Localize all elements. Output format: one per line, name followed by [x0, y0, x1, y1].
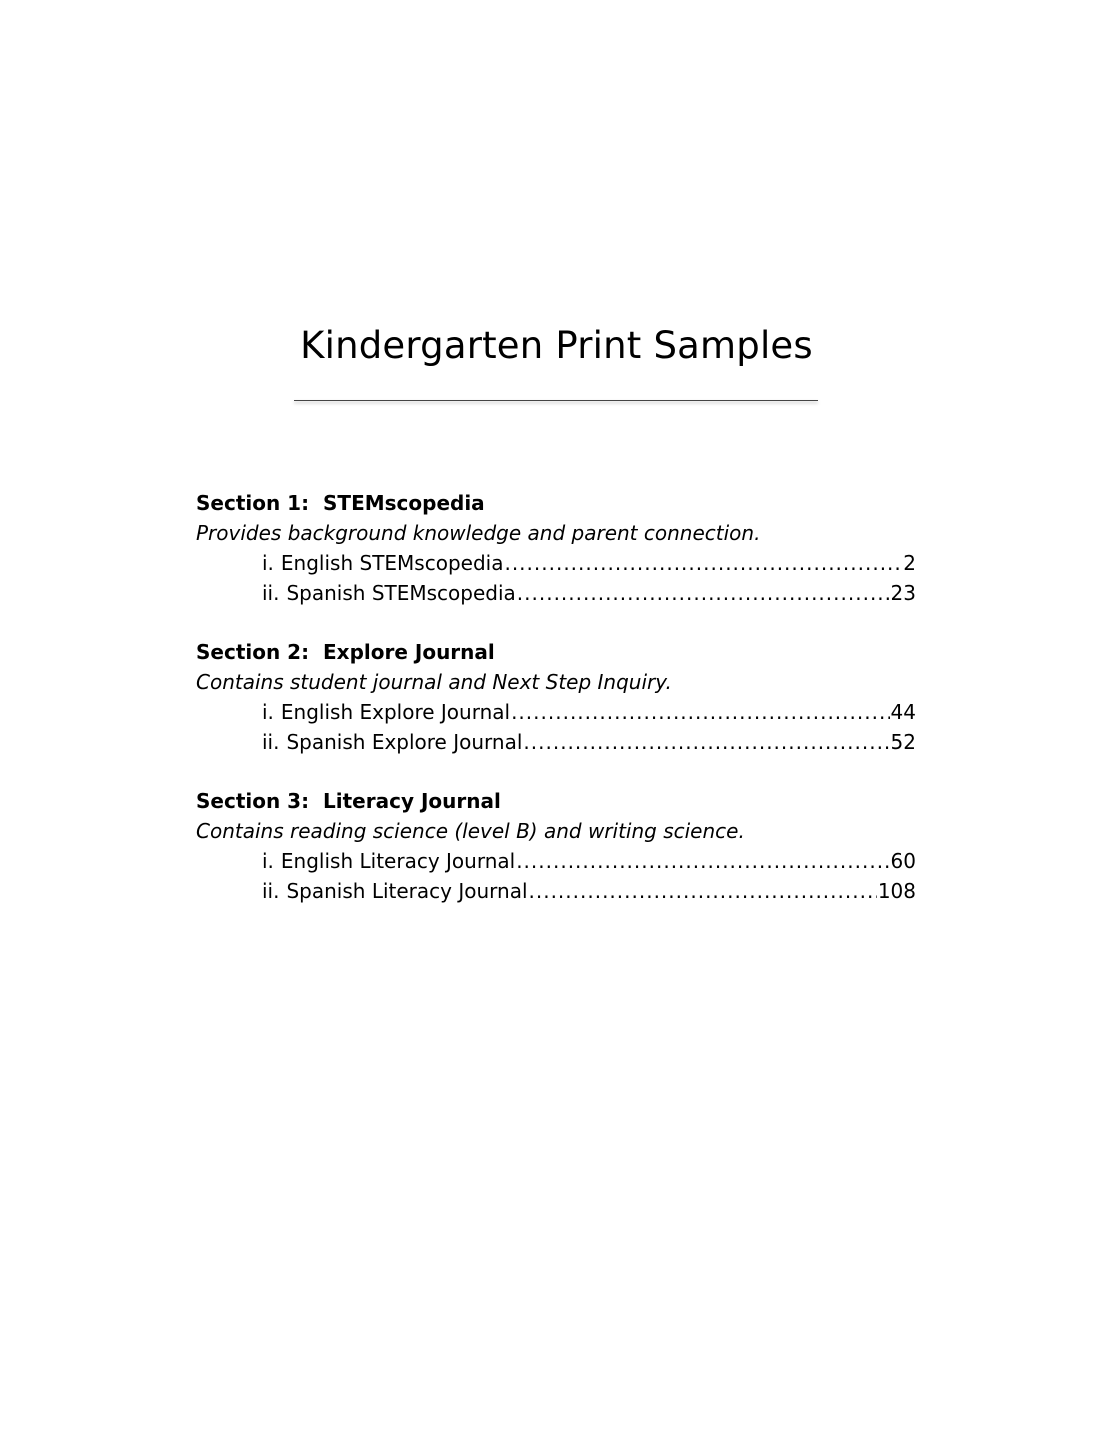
- entry-label: English Explore Journal: [280, 700, 511, 724]
- dot-leader: [516, 846, 889, 876]
- toc-entry: [196, 727, 916, 757]
- section-heading: Section 3: Literacy Journal: [196, 789, 501, 813]
- entry-number: ii.: [262, 581, 280, 605]
- entry-number: ii.: [262, 730, 280, 754]
- entry-label: English Literacy Journal: [280, 849, 516, 873]
- dot-leader: [511, 697, 889, 727]
- toc-entry: [196, 697, 916, 727]
- table-of-contents: [196, 488, 916, 935]
- dot-leader: [504, 548, 902, 578]
- entry-page-number: 23: [890, 581, 916, 605]
- entry-page-number: 108: [877, 879, 916, 903]
- dot-leader: [517, 578, 890, 608]
- toc-entry: [196, 578, 916, 608]
- dot-leader: [529, 876, 877, 906]
- entry-number: i.: [262, 551, 274, 575]
- entry-page-number: 2: [903, 551, 916, 575]
- section-description: Provides background knowledge and parent connection.: [196, 521, 761, 545]
- entry-label: Spanish Explore Journal: [286, 730, 523, 754]
- entry-number: ii.: [262, 879, 280, 903]
- entry-number: i.: [262, 700, 274, 724]
- toc-entry: [196, 548, 916, 578]
- entry-label: English STEMscopedia: [280, 551, 504, 575]
- entry-label: Spanish STEMscopedia: [286, 581, 516, 605]
- entry-page-number: 44: [890, 700, 916, 724]
- toc-entry: [196, 876, 916, 906]
- toc-section-1: [196, 488, 916, 608]
- entry-number: i.: [262, 849, 274, 873]
- section-heading: Section 1: STEMscopedia: [196, 491, 485, 515]
- entry-label: Spanish Literacy Journal: [286, 879, 528, 903]
- entry-page-number: 60: [890, 849, 916, 873]
- dot-leader: [523, 727, 889, 757]
- section-description: Contains reading science (level B) and writing science.: [196, 819, 745, 843]
- title-divider: [294, 400, 818, 401]
- toc-entry: [196, 846, 916, 876]
- entry-page-number: 52: [890, 730, 916, 754]
- toc-section-3: [196, 786, 916, 906]
- section-heading: Section 2: Explore Journal: [196, 640, 495, 664]
- toc-section-2: [196, 637, 916, 757]
- section-description: Contains student journal and Next Step Inquiry.: [196, 670, 672, 694]
- page-title: Kindergarten Print Samples: [300, 324, 813, 367]
